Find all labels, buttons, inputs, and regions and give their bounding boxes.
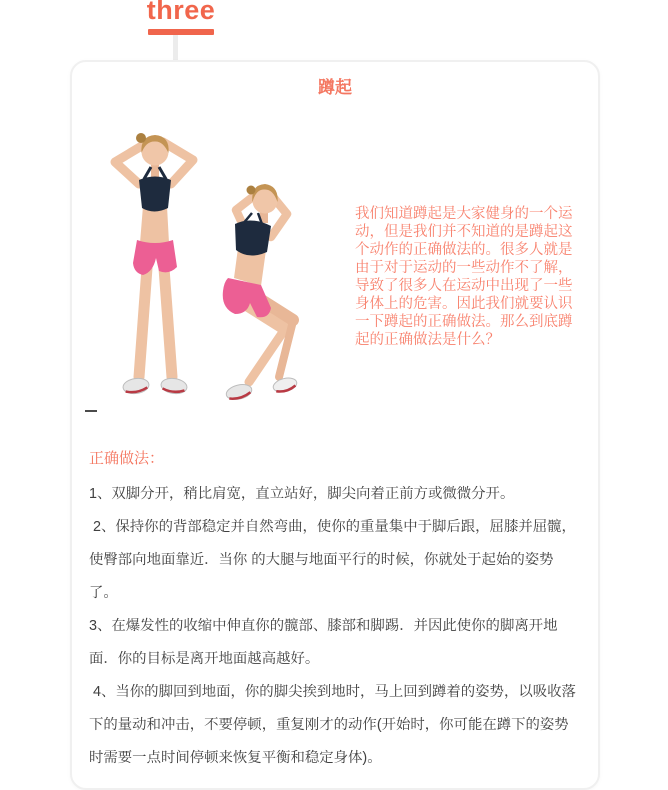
- step-item-3: 3、在爆发性的收缩中伸直你的髋部、膝部和脚踢．并因此使你的脚离开地面．你的目标是离开地面越高越好。: [89, 618, 558, 667]
- section-step-label: three: [146, 0, 216, 25]
- standing-pose-figure: [115, 133, 193, 395]
- article-card: [70, 60, 600, 790]
- step-item-2: 2、保持你的背部稳定并自然弯曲，使你的重量集中于脚后跟，屈膝并屈髋，使臀部向地面靠近．当你 的大腿与地面平行的时候，你就处于起始的姿势了。: [89, 519, 576, 601]
- hero-section: [89, 122, 581, 417]
- method-heading: 正确做法：: [89, 450, 165, 467]
- connector-line: [173, 35, 178, 61]
- step-underline-bar: [148, 29, 214, 35]
- step-item-1: 1、双脚分开，稍比肩宽，直立站好，脚尖向着正前方或微微分开。: [89, 486, 515, 502]
- method-steps: [89, 478, 581, 775]
- squat-demo-image: [89, 122, 343, 417]
- card-title: 蹲起: [318, 78, 352, 97]
- squat-demo-illustration: [89, 122, 343, 417]
- caption-dash: [85, 410, 97, 412]
- intro-paragraph: 我们知道蹲起是大家健身的一个运动，但是我们并不知道的是蹲起这个动作的正确做法的。很多人就是由于对于运动的一些动作不了解，导致了很多人在运动中出现了一些身体上的危害。因此我们就要认识一下蹲起的正确做法。那么到底蹲起的正确做法是什么？: [355, 206, 573, 348]
- step-item-4: 4、当你的脚回到地面，你的脚尖挨到地时，马上回到蹲着的姿势，以吸收落下的量动和冲击，不要停顿，重复刚才的动作(开始时，你可能在蹲下的姿势时需要一点时间停顿来恢复平衡和稳定身体)。: [89, 684, 576, 766]
- squat-pose-figure: [223, 184, 298, 402]
